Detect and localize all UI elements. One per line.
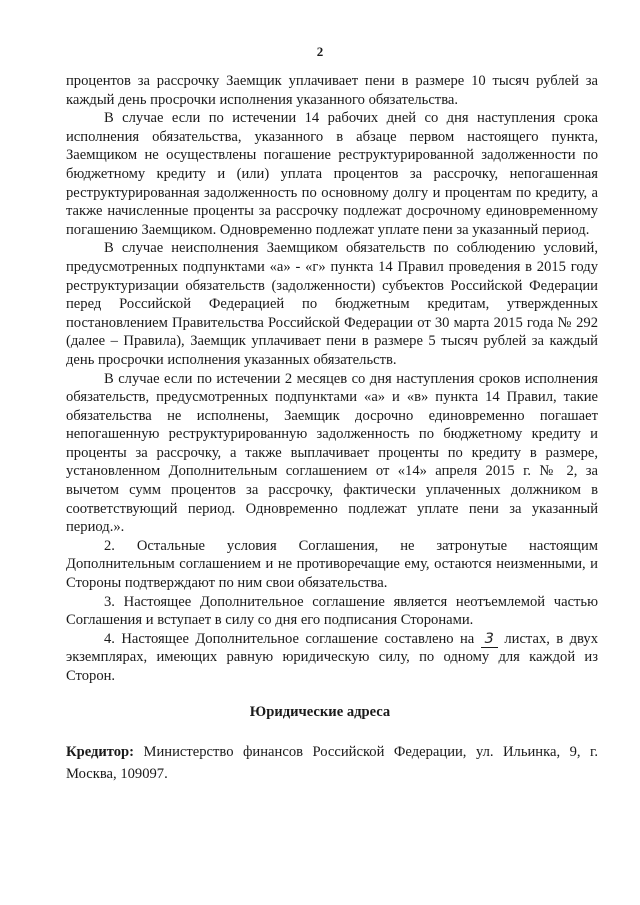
creditor-text: Министерство финансов Российской Федерации, ул. Ильинка, 9, г. Москва, 109097. [66,744,598,782]
paragraph-clause-2: 2. Остальные условия Соглашения, не затронутые настоящим Дополнительным соглашением и не противоречащие ему, остаются неизменными, и Стороны подтверждают по ним свои обязательства. [66,537,598,592]
handwritten-sheet-count: 3 [481,630,498,648]
clause-4-after: листах, в двух экземплярах, имеющих равную юридическую силу, по одному для каждой из Сторон. [66,630,598,684]
paragraph-penalty-conditions: В случае неисполнения Заемщиком обязательств по соблюдению условий, предусмотренных подпунктами «а» - «г» пункта 14 Правил проведения в 2015 году реструктуризации обязательств (задолженности) субъектов Российской Федерации перед Российской Федерацией по бюджетным кредитам, утвержденных постановлением Правительства Российской Федерации от 30 марта 2015 года № 292 (далее – Правила), Заемщик уплачивает пени в размере 5 тысяч рублей за каждый день просрочки исполнения указанных обязательств. [66,240,598,368]
page-number: 2 [316,44,324,59]
paragraph-early-repayment: В случае если по истечении 14 рабочих дней со дня наступления срока исполнения обязательства, указанного в абзаце первом настоящего пункта, Заемщиком не осуществлены погашение реструктурированной задолженности по бюджетному кредиту и (или) уплата процентов за рассрочку, непогашенная реструктурированная задолженность по основному долгу и процентам по кредиту, а также начисленные проценты за рассрочку подлежат досрочному единовременному погашению Заемщиком. Одновременно подлежат уплате пени за указанный период. [66,110,598,238]
paragraph-continuation: процентов за рассрочку Заемщик уплачивает пени в размере 10 тысяч рублей за каждый день просрочки исполнения указанного обязательства. [66,73,598,108]
creditor-address [66,741,598,785]
paragraph-clause-4 [66,630,598,686]
paragraph-clause-3: 3. Настоящее Дополнительное соглашение является неотъемлемой частью Соглашения и вступает в силу со дня его подписания Сторонами. [66,593,598,629]
creditor-label: Кредитор: [66,744,135,760]
body-text [66,72,598,686]
legal-addresses-heading: Юридические адреса [249,704,391,720]
paragraph-two-months: В случае если по истечении 2 месяцев со дня наступления сроков исполнения обязательств, предусмотренных подпунктами «а» и «в» пункта 14 Правил, такие обязательства не исполнены, Заемщик досрочно единовременно погашает непогашенную реструктурированную задолженность по бюджетному кредиту и проценты за рассрочку, а также выплачивает проценты по кредиту в размере, установленном Дополнительным соглашением от «14» апреля 2015 г. № 2, за вычетом сумм процентов за рассрочку, фактически уплаченных должником в соответствующий период. Одновременно подлежат уплате пени за указанный период.». [66,370,598,536]
clause-4-before: 4. Настоящее Дополнительное соглашение составлено на [104,630,481,647]
